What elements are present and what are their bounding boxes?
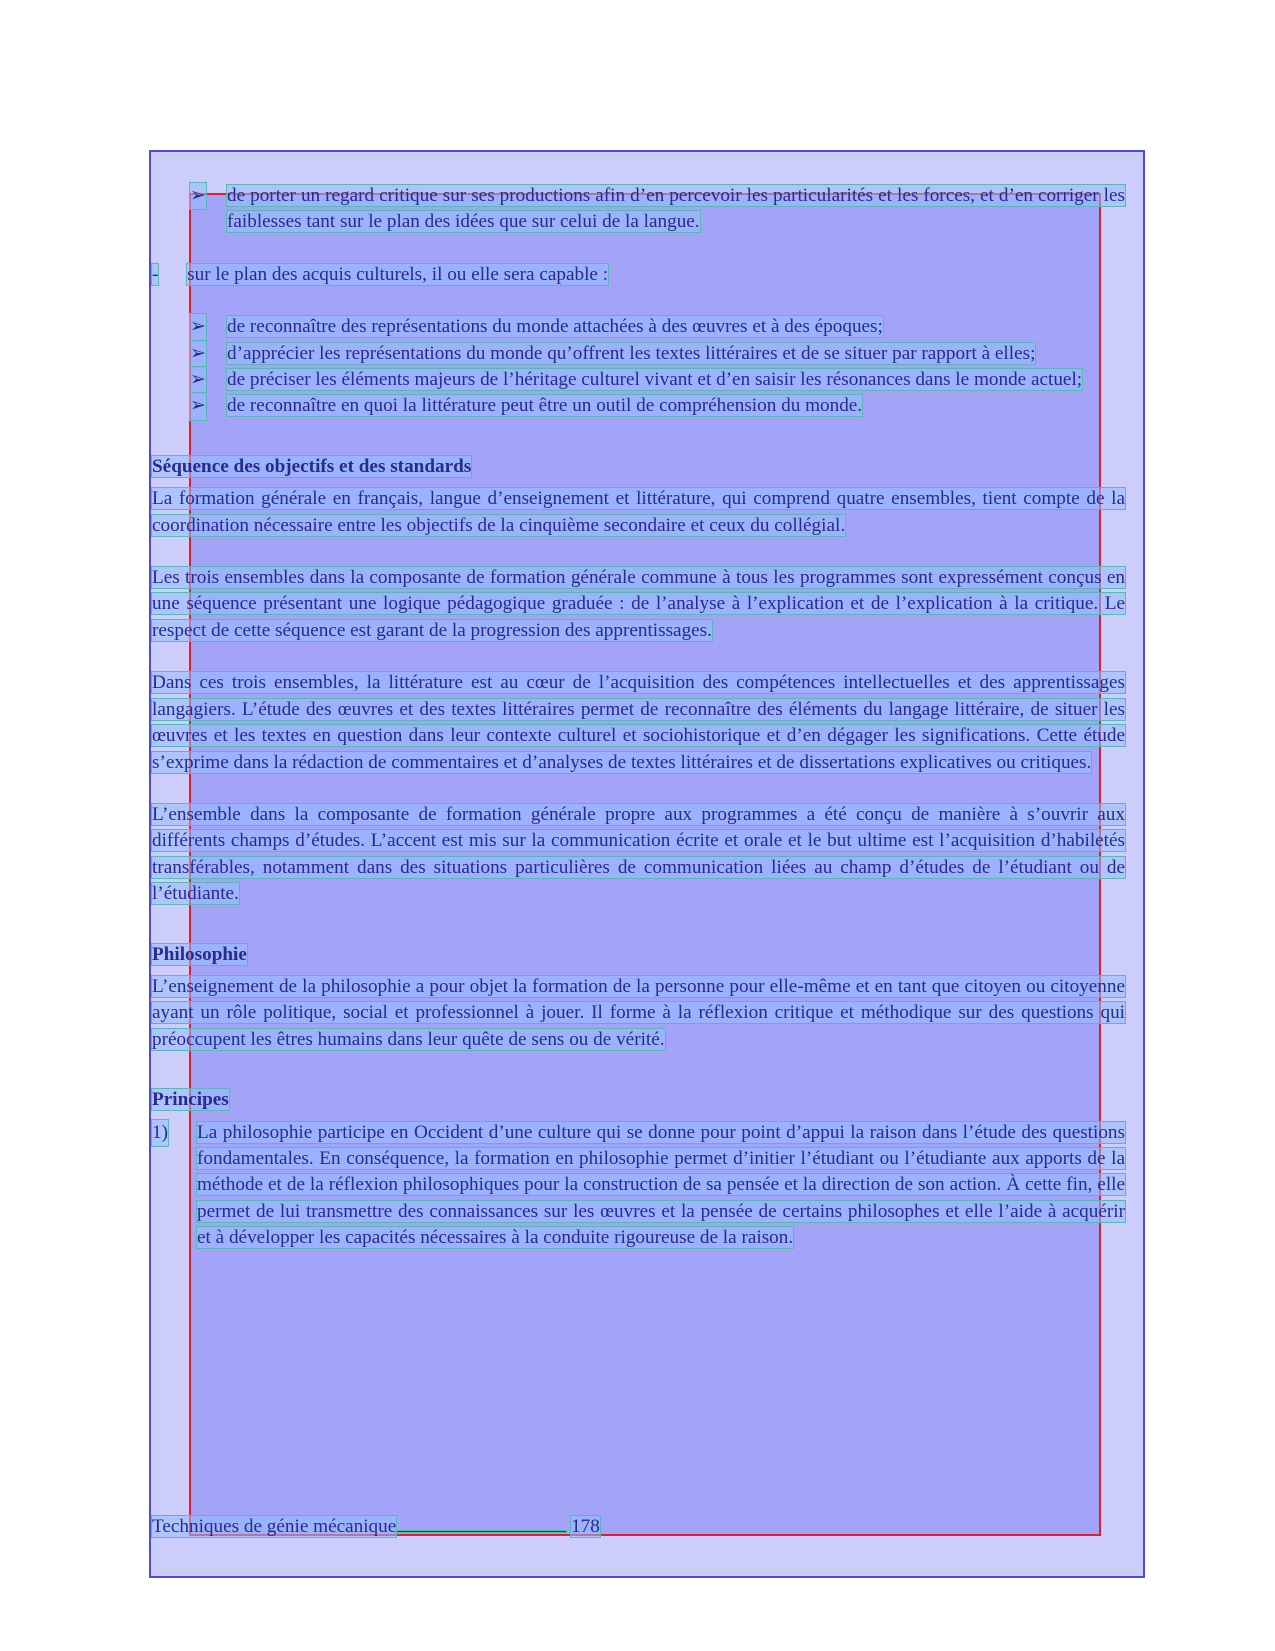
critique-list (152, 183, 1125, 236)
list-item: ➢ de porter un regard critique sur ses productions afin d’en percevoir les particularités et les forces, et d’en corriger les faiblesses tant sur le plan des idées que sur celui de la langue. (190, 185, 1125, 233)
section-heading: Séquence des objectifs et des standards (152, 455, 472, 477)
paragraph: Les trois ensembles dans la composante de formation générale commune à tous les programmes sont expressément conçus en une séquence présentant une logique pédagogique graduée : de l’analyse à l’explication et de l’explication à la critique. Le respect de cette séquence est garant de la progression des apprentissages. (152, 567, 1125, 641)
list-item: ➢ de reconnaître en quoi la littérature peut être un outil de compréhension du monde. (152, 393, 1125, 419)
principle-number: 1) (152, 1120, 168, 1146)
arrow-bullet-icon: ➢ (190, 367, 206, 393)
dash-bullet-icon: - (152, 263, 159, 285)
page-number: 178 (571, 1516, 600, 1537)
arrow-bullet-icon: ➢ (190, 341, 206, 367)
acquis-list (152, 314, 1125, 420)
paragraph: Dans ces trois ensembles, la littérature est au cœur de l’acquisition des compétences intellectuelles et des apprentissages langagiers. L’étude des œuvres et des textes littéraires permet de reconnaître des éléments du langage littéraire, de situer les œuvres et les textes en question dans leur contexte culturel et sociohistorique et d’en dégager les significations. Cette étude s’exprime dans la rédaction de commentaires et d’analyses de textes littéraires et de dissertations explicatives ou critiques. (152, 672, 1125, 773)
arrow-bullet-icon: ➢ (190, 393, 206, 419)
page-content (152, 183, 1125, 1252)
arrow-bullet-icon: ➢ (190, 183, 206, 209)
page-footer (152, 1516, 600, 1538)
principle-item (152, 1120, 1125, 1252)
footer-rule (396, 1531, 566, 1532)
list-item: ➢ de préciser les éléments majeurs de l’héritage culturel vivant et d’en saisir les résonances dans le monde actuel; (152, 367, 1125, 393)
acquis-intro: - sur le plan des acquis culturels, il ou elle sera capable : (152, 263, 609, 285)
list-item: ➢ d’apprécier les représentations du monde qu’offrent les textes littéraires et de se situer par rapport à elles; (152, 341, 1125, 367)
paragraph: L’enseignement de la philosophie a pour objet la formation de la personne pour elle-même et en tant que citoyen ou citoyenne ayant un rôle politique, social et professionnel à jouer. Il forme à la réflexion critique et méthodique sur des questions qui préoccupent les êtres humains dans leur quête de sens ou de vérité. (152, 975, 1125, 1050)
section-heading: Philosophie (152, 943, 247, 965)
principle-text: La philosophie participe en Occident d’une culture qui se donne pour point d’appui la raison dans l’étude des questions fondamentales. En conséquence, la formation en philosophie permet d’initier l’étudiant ou l’étudiante aux apports de la méthode et de la réflexion philosophiques pour la construction de sa pensée et la direction de son action. À cette fin, elle permet de lui transmettre des connaissances sur les œuvres et la pensée de certains philosophes et elle l’aide à acquérir et à développer les capacités nécessaires à la conduite rigoureuse de la raison. (197, 1121, 1125, 1249)
section-heading: Principes (152, 1089, 229, 1111)
arrow-bullet-icon: ➢ (190, 314, 206, 340)
paragraph: L’ensemble dans la composante de formation générale propre aux programmes a été conçu de manière à s’ouvrir aux différents champs d’études. L’accent est mis sur la communication écrite et orale et le but ultime est l’acquisition d’habiletés transférables, notamment dans des situations particulières de communication liées au champ d’études de l’étudiant ou de l’étudiante. (152, 803, 1125, 905)
footer-program: Techniques de génie mécanique (152, 1516, 397, 1537)
list-item: ➢ de reconnaître des représentations du monde attachées à des œuvres et à des époques; (152, 314, 1125, 340)
paragraph: La formation générale en français, langue d’enseignement et littérature, qui comprend quatre ensembles, tient compte de la coordination nécessaire entre les objectifs de la cinquième secondaire et ceux du collégial. (152, 488, 1125, 536)
